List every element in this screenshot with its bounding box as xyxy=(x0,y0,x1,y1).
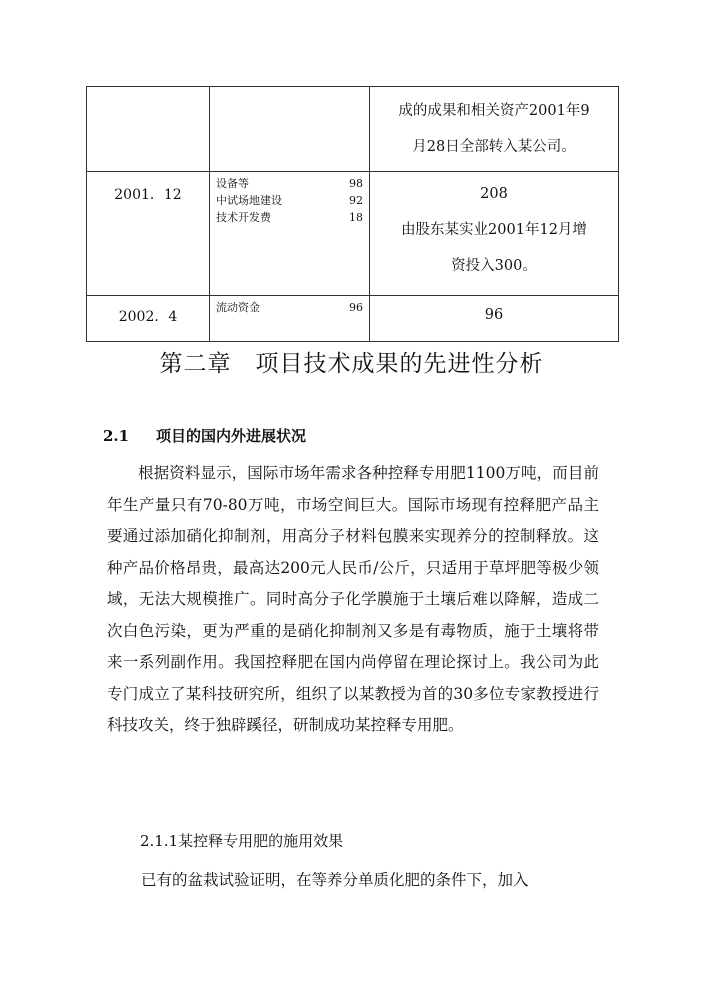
description-cell xyxy=(370,296,619,342)
item-line xyxy=(216,192,365,209)
items-cell xyxy=(210,172,370,296)
items-cell xyxy=(210,87,370,172)
item-line xyxy=(216,209,365,226)
date-cell xyxy=(87,87,210,172)
body-paragraph: 根据资料显示，国际市场年需求各种控释专用肥1100万吨，而目前年生产量只有70-80万吨，市场空间巨大。国际市场现有控释肥产品主要通过添加硝化抑制剂，用高分子材料包膜来实现养分的控制释放。这种产品价格昂贵，最高达200元人民币/公斤，只适用于草坪肥等极少领域，无法大规模推广。同时高分子化学膜施于土壤后难以降解，造成二次白色污染，更为严重的是硝化抑制剂又多是有毒物质，施于土壤将带来一系列副作用。我国控释肥在国内尚停留在理论探讨上。我公司为此专门成立了某科技研究所，组织了以某教授为首的30多位专家教授进行科技攻关，终于独辟蹊径，研制成功某控释专用肥。 xyxy=(107,464,599,734)
table-row xyxy=(87,87,619,172)
date-cell: 2001．12 xyxy=(87,172,210,296)
item-name: 技术开发费 xyxy=(216,211,271,224)
item-amount: 18 xyxy=(349,211,363,224)
subsection-heading: 2.1.1某控释专用肥的施用效果 xyxy=(140,832,344,850)
chapter-title: 第二章 项目技术成果的先进性分析 xyxy=(159,351,544,377)
description-line: 成的成果和相关资产2001年9 xyxy=(398,103,590,119)
description-line: 由股东某实业2001年12月增 xyxy=(401,222,587,238)
description-line: 月28日全部转入某公司。 xyxy=(412,139,576,155)
total-amount: 96 xyxy=(484,307,504,323)
description-line: 资投入300。 xyxy=(451,258,537,274)
item-name: 流动资金 xyxy=(216,301,260,314)
description-cell xyxy=(370,172,619,296)
body-paragraph: 已有的盆栽试验证明，在等养分单质化肥的条件下，加入 xyxy=(141,871,529,889)
section-number: 2.1 xyxy=(103,427,130,445)
section-heading xyxy=(103,425,306,446)
item-name: 设备等 xyxy=(216,177,249,190)
table-row xyxy=(87,172,619,296)
total-amount: 208 xyxy=(480,186,508,202)
item-amount: 92 xyxy=(349,194,363,207)
investment-table xyxy=(86,86,619,342)
item-amount: 96 xyxy=(349,301,363,314)
section-title: 项目的国内外进展状况 xyxy=(156,427,307,445)
item-line xyxy=(216,175,365,192)
table-row xyxy=(87,296,619,342)
item-name: 中试场地建设 xyxy=(216,194,282,207)
item-amount: 98 xyxy=(349,177,363,190)
date-cell: 2002．4 xyxy=(87,296,210,342)
items-cell xyxy=(210,296,370,342)
item-line xyxy=(216,299,365,316)
description-cell xyxy=(370,87,619,172)
